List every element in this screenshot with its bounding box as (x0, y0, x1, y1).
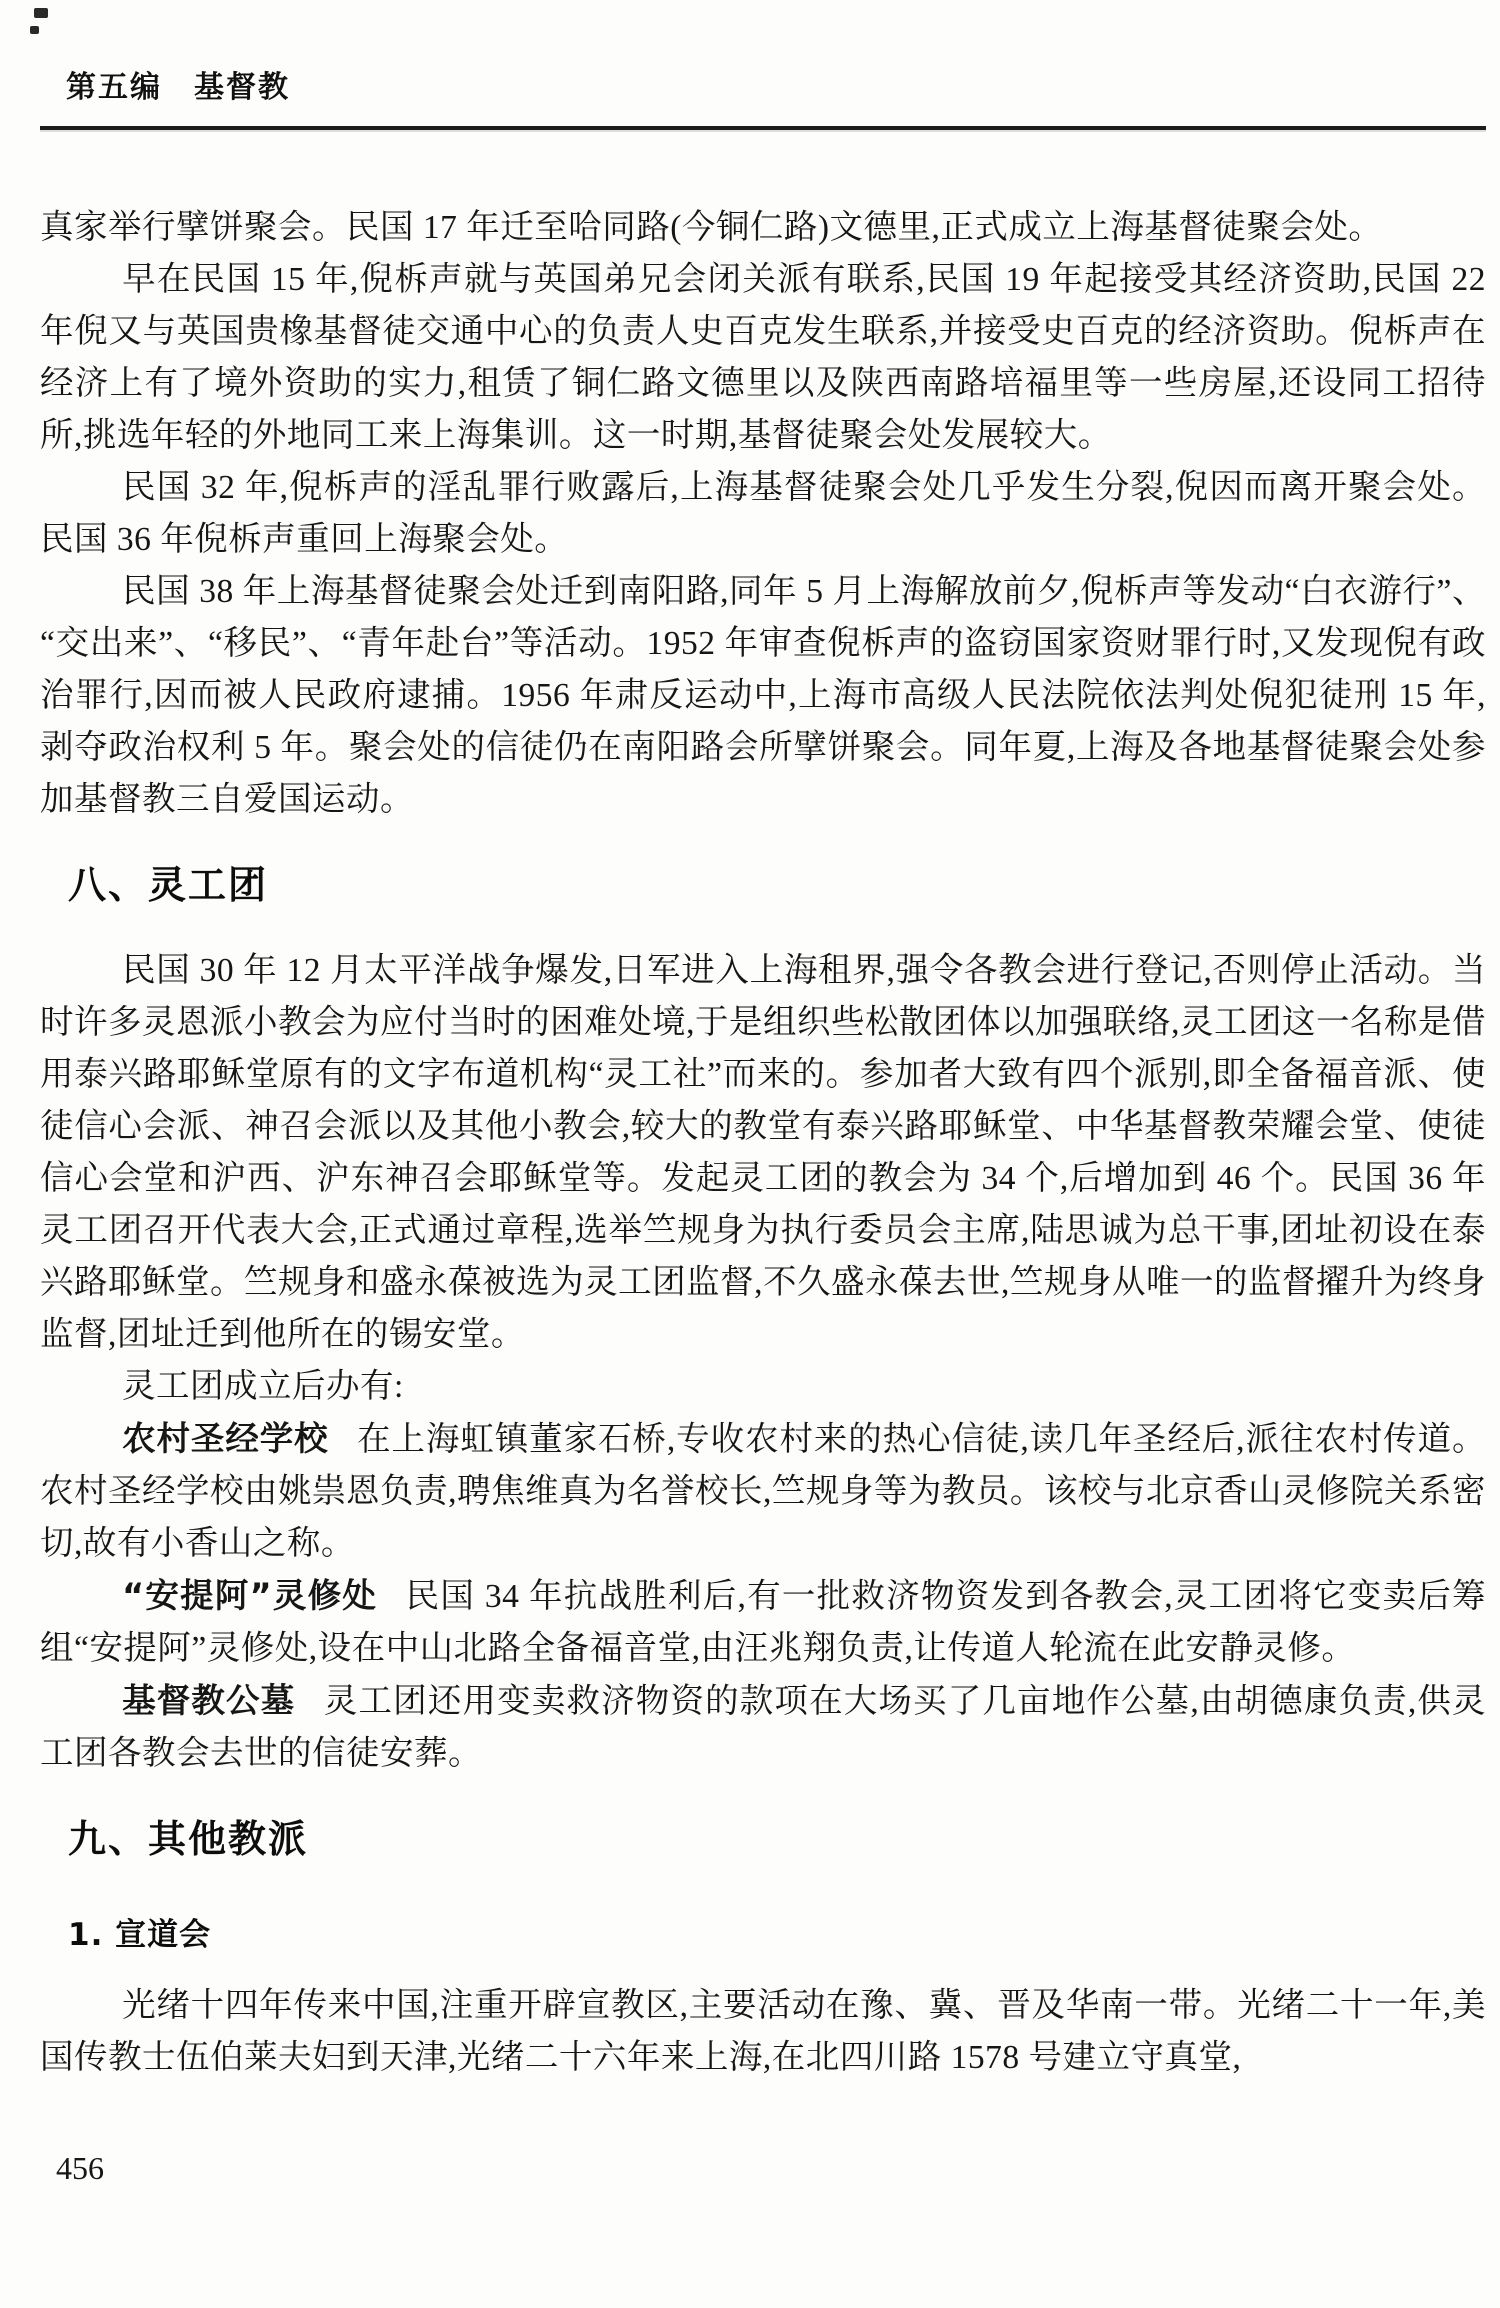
paragraph-xuandaohui: 光绪十四年传来中国,注重开辟宣教区,主要活动在豫、冀、晋及华南一带。光绪二十一年,美国传教士伍伯莱夫妇到天津,光绪二十六年来上海,在北四川路 1578 号建立守真堂, (40, 1987, 1486, 2076)
term-label-antioch-retreat: “安提阿”灵修处 (122, 1576, 378, 1615)
paragraph-rural-bible-school (40, 1413, 1486, 1570)
paragraph-lingongtuan-list-intro: 灵工团成立后办有: (122, 1368, 404, 1405)
scan-artifact (34, 8, 48, 18)
paragraph-christian-cemetery (40, 1675, 1486, 1780)
page-number: 456 (56, 2150, 104, 2186)
header-rule (40, 126, 1486, 130)
scan-artifact (30, 26, 39, 34)
paragraph-early-ties: 早在民国 15 年,倪柝声就与英国弟兄会闭关派有联系,民国 19 年起接受其经济资助,民国 22 年倪又与英国贵橡基督徒交通中心的负责人史百克发生联系,并接受史百克的经济资助。倪柝声在经济上有了境外资助的实力,租赁了铜仁路文德里以及陕西南路培福里等一些房屋,还设同工招待所,挑选年轻的外地同工来上海集训。这一时期,基督徒聚会处发展较大。 (40, 261, 1486, 454)
running-header: 第五编 基督教 (66, 70, 290, 105)
term-label-rural-bible-school: 农村圣经学校 (122, 1419, 329, 1458)
term-label-christian-cemetery: 基督教公墓 (122, 1681, 296, 1720)
section-heading-other-sects: 九、其他教派 (68, 1817, 309, 1861)
paragraph-1949-events: 民国 38 年上海基督徒聚会处迁到南阳路,同年 5 月上海解放前夕,倪柝声等发动“白衣游行”、“交出来”、“移民”、“青年赴台”等活动。1952 年审查倪柝声的盗窃国家资财罪行时,又发现倪有政治罪行,因而被人民政府逮捕。1956 年肃反运动中,上海市高级人民法院依法判处倪犯徒刑 15 年,剥夺政治权利 5 年。聚会处的信徒仍在南阳路会所擘饼聚会。同年夏,上海及各地基督徒聚会处参加基督教三自爱国运动。 (40, 573, 1486, 818)
section-heading-lingongtuan: 八、灵工团 (68, 863, 269, 907)
page-header (40, 62, 1486, 130)
paragraph-lingongtuan-founding: 民国 30 年 12 月太平洋战争爆发,日军进入上海租界,强令各教会进行登记,否则停止活动。当时许多灵恩派小教会为应付当时的困难处境,于是组织些松散团体以加强联络,灵工团这一名称是借用泰兴路耶稣堂原有的文字布道机构“灵工社”而来的。参加者大致有四个派别,即全备福音派、使徒信心会派、神召会派以及其他小教会,较大的教堂有泰兴路耶稣堂、中华基督教荣耀会堂、使徒信心会堂和沪西、沪东神召会耶稣堂等。发起灵工团的教会为 34 个,后增加到 46 个。民国 36 年灵工团召开代表大会,正式通过章程,选举竺规身为执行委员会主席,陆思诚为总干事,团址初设在泰兴路耶稣堂。竺规身和盛永葆被选为灵工团监督,不久盛永葆去世,竺规身从唯一的监督擢升为终身监督,团址迁到他所在的锡安堂。 (40, 952, 1486, 1353)
term-text-rural-bible-school: 在上海虹镇董家石桥,专收农村来的热心信徒,读几年圣经后,派往农村传道。农村圣经学校由姚祟恩负责,聘焦维真为名誉校长,竺规身等为教员。该校与北京香山灵修院关系密切,故有小香山之称。 (40, 1421, 1487, 1562)
paragraph-intro-continuation: 真家举行擘饼聚会。民国 17 年迁至哈同路(今铜仁路)文德里,正式成立上海基督徒聚会处。 (40, 209, 1383, 246)
page-body (40, 202, 1486, 2084)
sub-heading-xuandaohui: 1. 宣道会 (68, 1917, 212, 1953)
term-text-antioch-retreat: 民国 34 年抗战胜利后,有一批救济物资发到各教会,灵工团将它变卖后筹组“安提阿”灵修处,设在中山北路全备福音堂,由汪兆翔负责,让传道人轮流在此安静灵修。 (40, 1578, 1486, 1667)
paragraph-antioch-retreat (40, 1570, 1486, 1675)
term-text-christian-cemetery: 灵工团还用变卖救济物资的款项在大场买了几亩地作公墓,由胡德康负责,供灵工团各教会去世的信徒安葬。 (40, 1683, 1487, 1772)
paragraph-scandal: 民国 32 年,倪柝声的淫乱罪行败露后,上海基督徒聚会处几乎发生分裂,倪因而离开聚会处。民国 36 年倪柝声重回上海聚会处。 (40, 469, 1486, 558)
